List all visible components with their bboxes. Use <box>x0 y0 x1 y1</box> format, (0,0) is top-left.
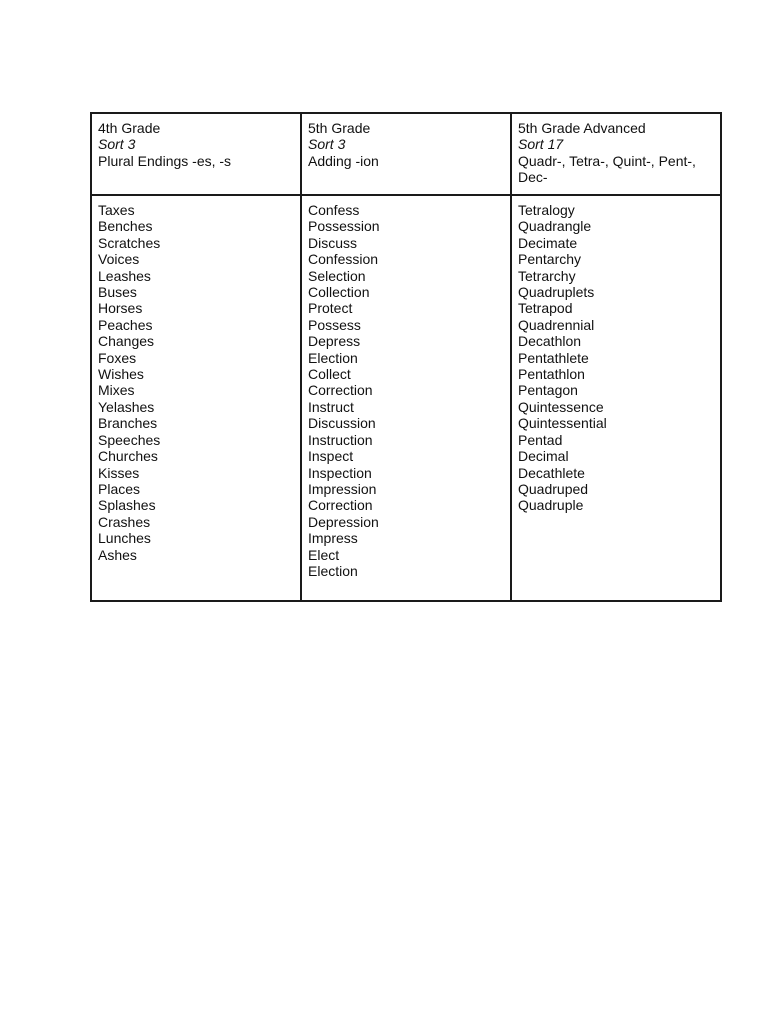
word-item: Quintessential <box>518 415 607 432</box>
word-item: Speeches <box>98 431 161 448</box>
word-item: Quadrangle <box>518 218 592 235</box>
word-item: Quintessence <box>518 398 604 415</box>
word-item: Splashes <box>98 497 156 514</box>
word-item: Instruct <box>308 398 354 415</box>
word-item: Voices <box>98 251 140 268</box>
word-item: Churches <box>98 448 158 465</box>
word-item: Discuss <box>308 234 358 251</box>
word-item: Collect <box>308 366 351 383</box>
word-item: Decathlete <box>518 464 585 481</box>
header-cell-4th-grade <box>91 113 301 195</box>
word-item: Tetrapod <box>518 300 573 317</box>
word-item: Quadrennial <box>518 316 595 333</box>
word-item: Quadruplets <box>518 284 595 301</box>
word-item: Yelashes <box>98 398 155 415</box>
word-item: Possess <box>308 316 361 333</box>
word-item: Depression <box>308 513 379 530</box>
word-item: Correction <box>308 497 373 514</box>
word-item: Instruction <box>308 431 373 448</box>
header-cell-5th-grade <box>301 113 511 195</box>
word-item: Discussion <box>308 415 376 432</box>
word-item: Benches <box>98 218 153 235</box>
word-item: Pentathlete <box>518 349 589 366</box>
word-item: Horses <box>98 300 143 317</box>
word-item: Quadruped <box>518 480 589 497</box>
word-item: Decimate <box>518 234 578 251</box>
word-item: Quadruple <box>518 497 584 514</box>
topic-label: Plural Endings -es, -s <box>98 152 232 169</box>
header-cell-5th-grade-advanced <box>511 113 721 195</box>
word-item: Election <box>308 349 358 366</box>
word-item: Crashes <box>98 513 151 530</box>
word-item: Taxes <box>98 202 135 218</box>
word-list-5th-grade-advanced <box>511 195 721 601</box>
word-item: Decathlon <box>518 333 582 350</box>
word-item: Leashes <box>98 267 151 284</box>
table-words-row <box>91 195 721 601</box>
word-item: Collection <box>308 284 370 301</box>
word-item: Pentarchy <box>518 251 582 268</box>
word-item: Scratches <box>98 234 161 251</box>
word-item: Impress <box>308 530 358 547</box>
word-item: Lunches <box>98 530 151 547</box>
word-list-5th-grade <box>301 195 511 601</box>
word-item: Buses <box>98 284 137 301</box>
word-item: Confession <box>308 251 379 268</box>
grade-label: 5th Grade <box>308 120 371 136</box>
word-item: Wishes <box>98 366 144 383</box>
sort-label: Sort 3 <box>308 136 346 153</box>
word-item: Confess <box>308 202 360 218</box>
word-item: Inspect <box>308 448 354 465</box>
word-item: Possession <box>308 218 380 235</box>
grade-label: 4th Grade <box>98 120 161 136</box>
word-item: Branches <box>98 415 158 432</box>
word-item: Places <box>98 480 141 497</box>
word-item: Elect <box>308 546 340 563</box>
word-item: Impression <box>308 480 377 497</box>
word-item: Pentad <box>518 431 563 448</box>
topic-label: Adding -ion <box>308 152 379 169</box>
word-item: Selection <box>308 267 366 284</box>
grade-label: 5th Grade Advanced <box>518 120 646 136</box>
word-item: Protect <box>308 300 353 317</box>
sort-label: Sort 17 <box>518 136 564 153</box>
word-item: Decimal <box>518 448 569 465</box>
word-item: Foxes <box>98 349 137 366</box>
word-item: Mixes <box>98 382 135 399</box>
table-header-row <box>91 113 721 195</box>
word-item: Ashes <box>98 546 137 563</box>
word-item: Correction <box>308 382 373 399</box>
word-item: Peaches <box>98 316 153 333</box>
word-item: Tetrarchy <box>518 267 576 284</box>
word-item: Inspection <box>308 464 372 481</box>
word-item: Depress <box>308 333 361 350</box>
sort-label: Sort 3 <box>98 136 136 153</box>
spelling-sort-table <box>90 112 722 602</box>
word-list-4th-grade <box>91 195 301 601</box>
topic-label: Quadr-, Tetra-, Quint-, Pent-, Dec- <box>518 152 696 186</box>
word-item: Pentagon <box>518 382 578 399</box>
word-item: Tetralogy <box>518 202 575 218</box>
word-item: Election <box>308 562 358 579</box>
word-item: Changes <box>98 333 155 350</box>
word-item: Kisses <box>98 464 140 481</box>
word-item: Pentathlon <box>518 366 585 383</box>
